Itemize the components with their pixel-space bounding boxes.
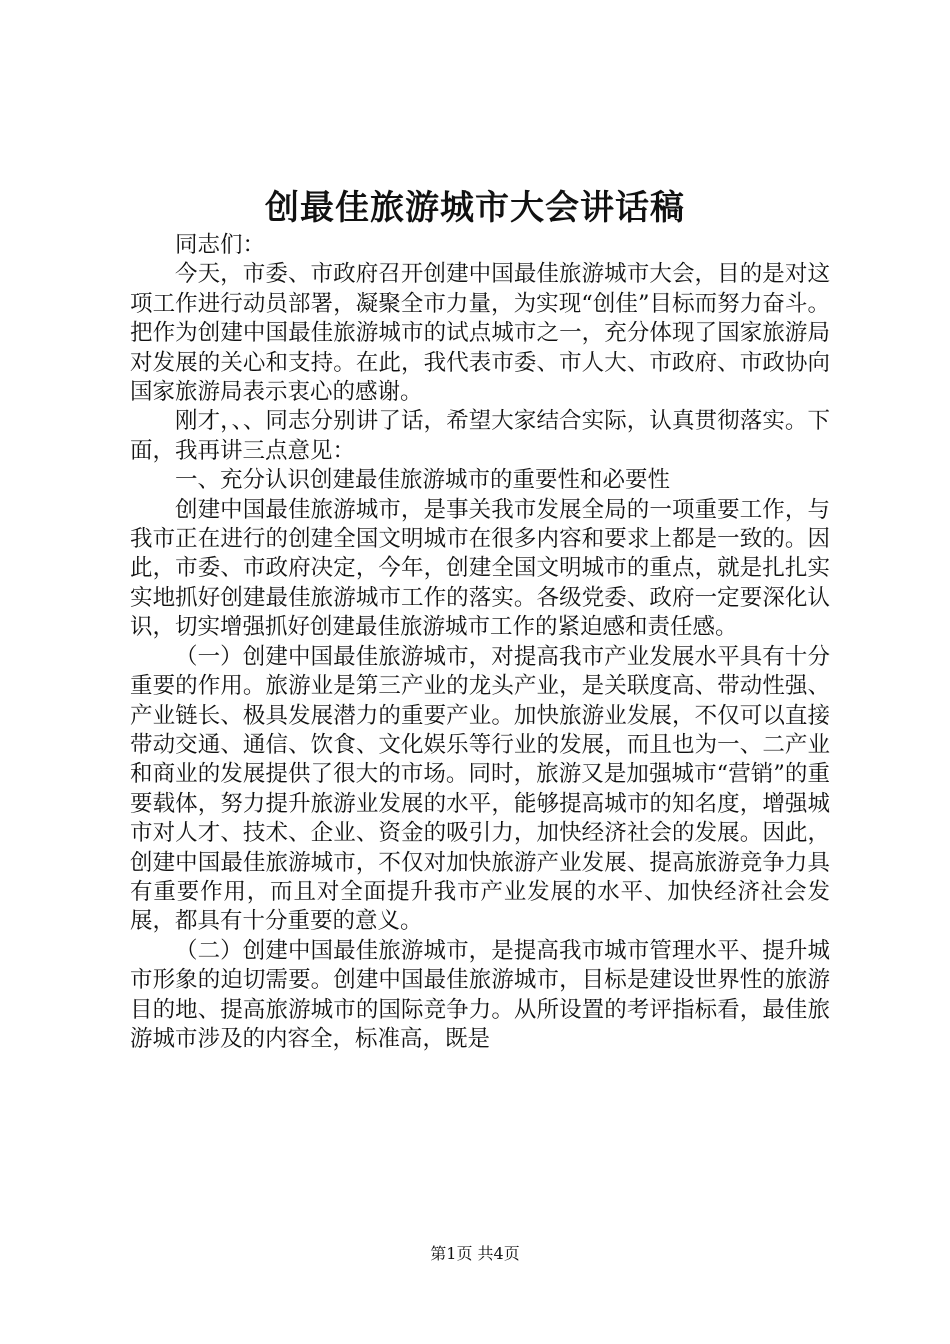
body-paragraph: 刚才，、、同志分别讲了话，希望大家结合实际，认真贯彻落实。下面，我再讲三点意见： [130,408,830,464]
body-paragraph: （一）创建中国最佳旅游城市，对提高我市产业发展水平具有十分重要的作用。旅游业是第三产业的龙头产业，是关联度高、带动性强、产业链长、极具发展潜力的重要产业。加快旅游业发展，不仅可以直接带动交通、通信、饮食、文化娱乐等行业的发展，而且也为一、二产业和商业的发展提供了很大的市场。同时，旅游又是加强城市“营销”的重要载体，努力提升旅游业发展的水平，能够提高城市的知名度，增强城市对人才、技术、企业、资金的吸引力，加快经济社会的发展。因此，创建中国最佳旅游城市，不仅对加快旅游产业发展、提高旅游竞争力具有重要作用，而且对全面提升我市产业发展的水平、加快经济社会发展，都具有十分重要的意义。 [130,643,830,935]
document-title: 创最佳旅游城市大会讲话稿 [265,188,685,228]
section-heading: 一、充分认识创建最佳旅游城市的重要性和必要性 [175,467,671,494]
document-body [130,231,830,1054]
page-footer: 第1页 共4页 [430,1244,520,1263]
body-paragraph: （二）创建中国最佳旅游城市，是提高我市城市管理水平、提升城市形象的迫切需要。创建中国最佳旅游城市，目标是建设世界性的旅游目的地、提高旅游城市的国际竞争力。从所设置的考评指标看，最佳旅游城市涉及的内容全，标准高，既是 [130,937,830,1052]
body-paragraph: 今天，市委、市政府召开创建中国最佳旅游城市大会，目的是对这项工作进行动员部署，凝聚全市力量，为实现“创佳”目标而努力奋斗。把作为创建中国最佳旅游城市的试点城市之一，充分体现了国家旅游局对发展的关心和支持。在此，我代表市委、市人大、市政府、市政协向国家旅游局表示衷心的感谢。 [130,261,830,406]
body-paragraph: 创建中国最佳旅游城市，是事关我市发展全局的一项重要工作，与我市正在进行的创建全国文明城市在很多内容和要求上都是一致的。因此，市委、市政府决定，今年，创建全国文明城市的重点，就是扎扎实实地抓好创建最佳旅游城市工作的落实。各级党委、政府一定要深化认识，切实增强抓好创建最佳旅游城市工作的紧迫感和责任感。 [130,496,830,641]
greeting-paragraph: 同志们： [175,232,266,258]
